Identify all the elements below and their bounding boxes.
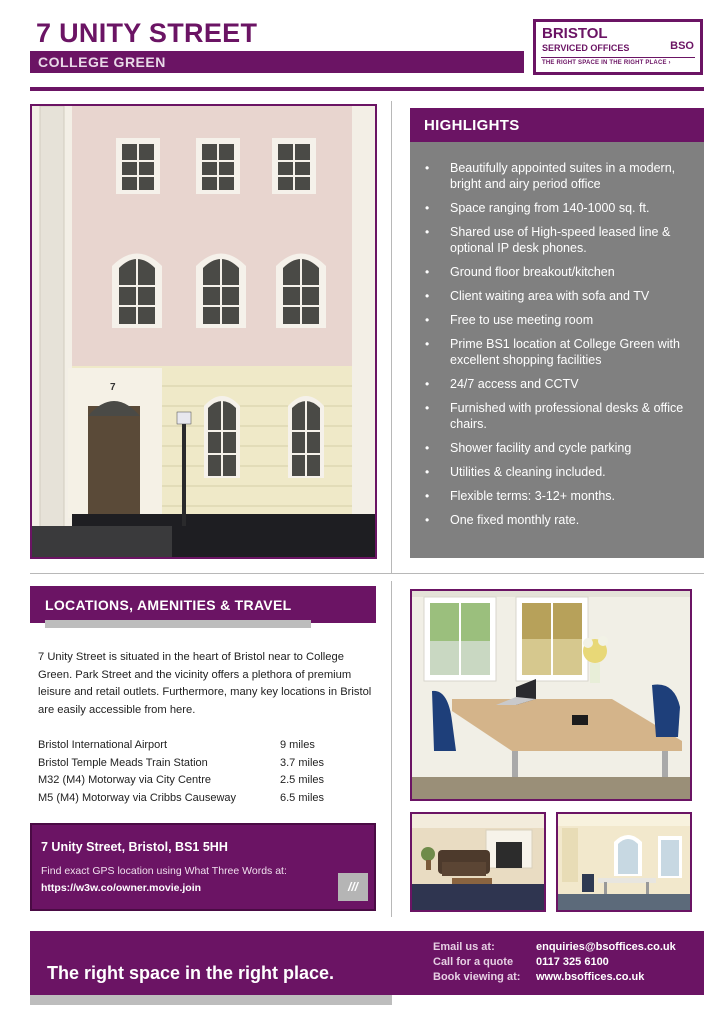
lounge-photo	[410, 812, 546, 912]
highlight-item: • Utilities & cleaning included.	[410, 464, 704, 480]
contact-label-phone: Call for a quote	[433, 956, 514, 968]
footer-underline	[30, 995, 392, 1005]
w3w-link[interactable]: https://w3w.co/owner.movie.join	[41, 882, 202, 894]
contact-email-link[interactable]: enquiries@bsoffices.co.uk	[536, 941, 676, 953]
highlights-list	[410, 160, 704, 536]
gps-instruction: Find exact GPS location using What Three Words at:	[41, 865, 287, 877]
highlight-item: • One fixed monthly rate.	[410, 512, 704, 528]
contact-label-email: Email us at:	[433, 941, 495, 953]
footer-band	[30, 931, 704, 995]
upper-windows	[116, 138, 316, 194]
horizontal-divider	[30, 573, 704, 574]
highlight-item: • Shared use of High-speed leased line & optional IP desk phones.	[410, 224, 704, 256]
subtitle-bar	[30, 51, 524, 73]
highlight-item: • Space ranging from 140-1000 sq. ft.	[410, 200, 704, 216]
highlight-item: • Shower facility and cycle parking	[410, 440, 704, 456]
locations-heading-underline	[45, 620, 311, 628]
contact-values	[536, 940, 676, 985]
office-photo	[410, 589, 692, 801]
logo-tagline: THE RIGHT SPACE IN THE RIGHT PLACE ›	[542, 60, 671, 66]
contact-phone-link[interactable]: 0117 325 6100	[536, 956, 609, 968]
distance-value: 2.5 miles	[280, 774, 325, 786]
page-subtitle: COLLEGE GREEN	[38, 54, 166, 70]
locations-heading: LOCATIONS, AMENITIES & TRAVEL	[45, 597, 292, 613]
distance-place: M5 (M4) Motorway via Cribbs Causeway	[38, 791, 237, 804]
footer-tagline: The right space in the right place.	[47, 963, 335, 983]
distance-value: 6.5 miles	[280, 791, 325, 804]
logo-divider	[541, 57, 695, 58]
highlight-item: • Ground floor breakout/kitchen	[410, 264, 704, 280]
distance-value: 3.7 miles	[280, 756, 325, 769]
highlights-heading-bar	[410, 108, 704, 142]
contact-label-web: Book viewing at:	[433, 971, 521, 983]
locations-heading-bar	[30, 586, 376, 623]
distance-row	[38, 737, 338, 755]
distance-table	[38, 737, 338, 807]
highlight-item: • 24/7 access and CCTV	[410, 376, 704, 392]
vertical-divider-bottom	[391, 581, 392, 917]
company-logo[interactable]	[533, 19, 703, 75]
building-photo	[30, 104, 377, 559]
header-rule	[30, 87, 704, 91]
contact-website-link[interactable]: www.bsoffices.co.uk	[536, 971, 645, 983]
highlights-heading: HIGHLIGHTS	[424, 117, 520, 134]
highlight-item: • Client waiting area with sofa and TV	[410, 288, 704, 304]
distance-row	[38, 772, 338, 790]
distance-place: Bristol International Airport	[38, 739, 168, 751]
logo-line2: SERVICED OFFICES	[542, 43, 630, 53]
page-title: 7 UNITY STREET	[36, 18, 258, 48]
highlight-item: • Free to use meeting room	[410, 312, 704, 328]
distance-place: Bristol Temple Meads Train Station	[38, 756, 208, 769]
logo-name: BRISTOL	[542, 25, 608, 42]
address-box	[30, 823, 376, 911]
distance-value: 9 miles	[280, 739, 315, 751]
logo-abbr: BSO	[670, 40, 694, 52]
highlights-panel	[410, 142, 704, 558]
address-text: 7 Unity Street, Bristol, BS1 5HH	[41, 840, 228, 854]
highlight-item: • Flexible terms: 3-12+ months.	[410, 488, 704, 504]
highlight-item: • Furnished with professional desks & office chairs.	[410, 400, 704, 432]
door-number: 7	[110, 382, 116, 393]
highlight-item: • Prime BS1 location at College Green with excellent shopping facilities	[410, 336, 704, 368]
distance-row	[38, 790, 338, 808]
locations-paragraph: 7 Unity Street is situated in the heart of Bristol near to College Green. Park Street and the vicinity offers a plethora of premium leisure and retail outlets. Furthermore, many key locations in Bristol are easily accessible from here.	[38, 651, 372, 716]
contact-labels	[433, 940, 520, 985]
vertical-divider-top	[391, 101, 392, 573]
meeting-room-photo	[556, 812, 692, 912]
what3words-icon[interactable]: ///	[338, 873, 368, 901]
distance-row	[38, 755, 338, 773]
distance-place: M32 (M4) Motorway via City Centre	[38, 774, 211, 786]
highlight-item: • Beautifully appointed suites in a modern, bright and airy period office	[410, 160, 704, 192]
